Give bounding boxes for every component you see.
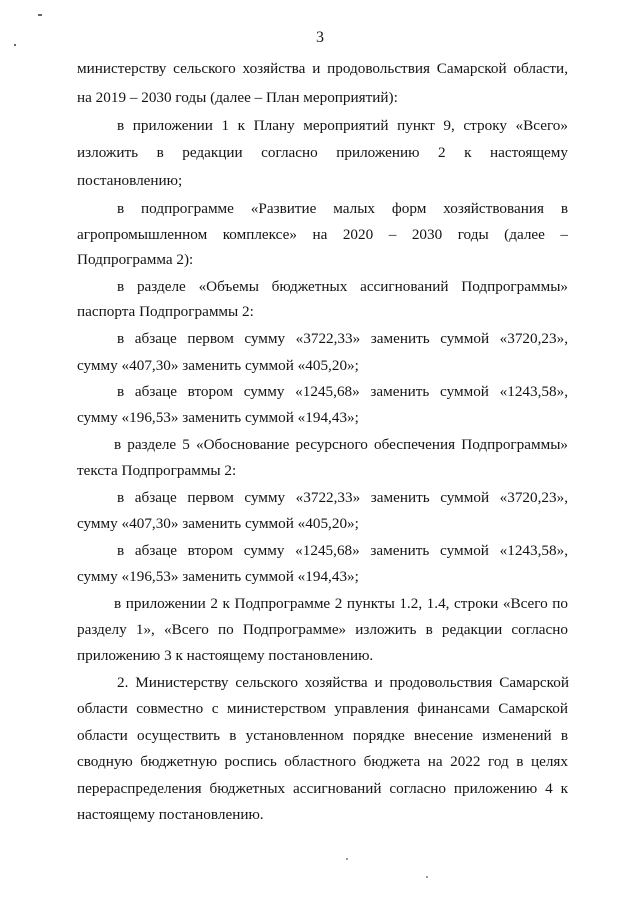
text-line: агропромышленном комплексе» на 2020 – 2030 годы (далее – xyxy=(77,226,568,243)
text-line: министерству сельского хозяйства и продовольствия Самарской области, xyxy=(77,60,568,77)
text-line: сводную бюджетную роспись областного бюджета на 2022 год в целях xyxy=(77,753,568,770)
text-line: в разделе «Объемы бюджетных ассигнований Подпрограммы» xyxy=(117,278,568,295)
text-line: в абзаце втором сумму «1245,68» заменить суммой «1243,58», xyxy=(117,542,568,559)
text-line: перераспределения бюджетных ассигнований согласно приложению 4 к xyxy=(77,780,568,797)
text-line: изложить в редакции согласно приложению 2 к настоящему xyxy=(77,144,568,161)
text-line: в приложении 2 к Подпрограмме 2 пункты 1.2, 1.4, строки «Всего по xyxy=(114,595,568,612)
text-line: сумму «407,30» заменить суммой «405,20»; xyxy=(77,515,359,532)
text-line: сумму «196,53» заменить суммой «194,43»; xyxy=(77,568,359,585)
text-line: сумму «196,53» заменить суммой «194,43»; xyxy=(77,409,359,426)
text-line: паспорта Подпрограммы 2: xyxy=(77,303,254,320)
text-line: в приложении 1 к Плану мероприятий пункт 9, строку «Всего» xyxy=(117,117,568,134)
scan-speck xyxy=(38,14,42,16)
text-line: в подпрограмме «Развитие малых форм хозяйствования в xyxy=(117,200,568,217)
text-line: 2. Министерству сельского хозяйства и продовольствия Самарской xyxy=(117,674,569,691)
text-line: постановлению; xyxy=(77,172,183,189)
text-line: в абзаце втором сумму «1245,68» заменить суммой «1243,58», xyxy=(117,383,568,400)
page-number: 3 xyxy=(316,29,324,46)
text-line: сумму «407,30» заменить суммой «405,20»; xyxy=(77,357,359,374)
text-line: в разделе 5 «Обоснование ресурсного обеспечения Подпрограммы» xyxy=(114,436,568,453)
text-line: в абзаце первом сумму «3722,33» заменить суммой «3720,23», xyxy=(117,330,568,347)
scan-speck xyxy=(426,876,428,878)
text-line: в абзаце первом сумму «3722,33» заменить суммой «3720,23», xyxy=(117,489,568,506)
text-line: Подпрограмма 2): xyxy=(77,251,194,268)
text-line: разделу 1», «Всего по Подпрограмме» изложить в редакции согласно xyxy=(77,621,568,638)
text-line: области осуществить в установленном порядке внесение изменений в xyxy=(77,727,568,744)
text-line: настоящему постановлению. xyxy=(77,806,264,823)
text-line: на 2019 – 2030 годы (далее – План мероприятий): xyxy=(77,89,398,106)
scan-speck xyxy=(346,858,348,860)
text-line: текста Подпрограммы 2: xyxy=(77,462,237,479)
text-line: области совместно с министерством управления финансами Самарской xyxy=(77,700,568,717)
text-line: приложению 3 к настоящему постановлению. xyxy=(77,647,374,664)
